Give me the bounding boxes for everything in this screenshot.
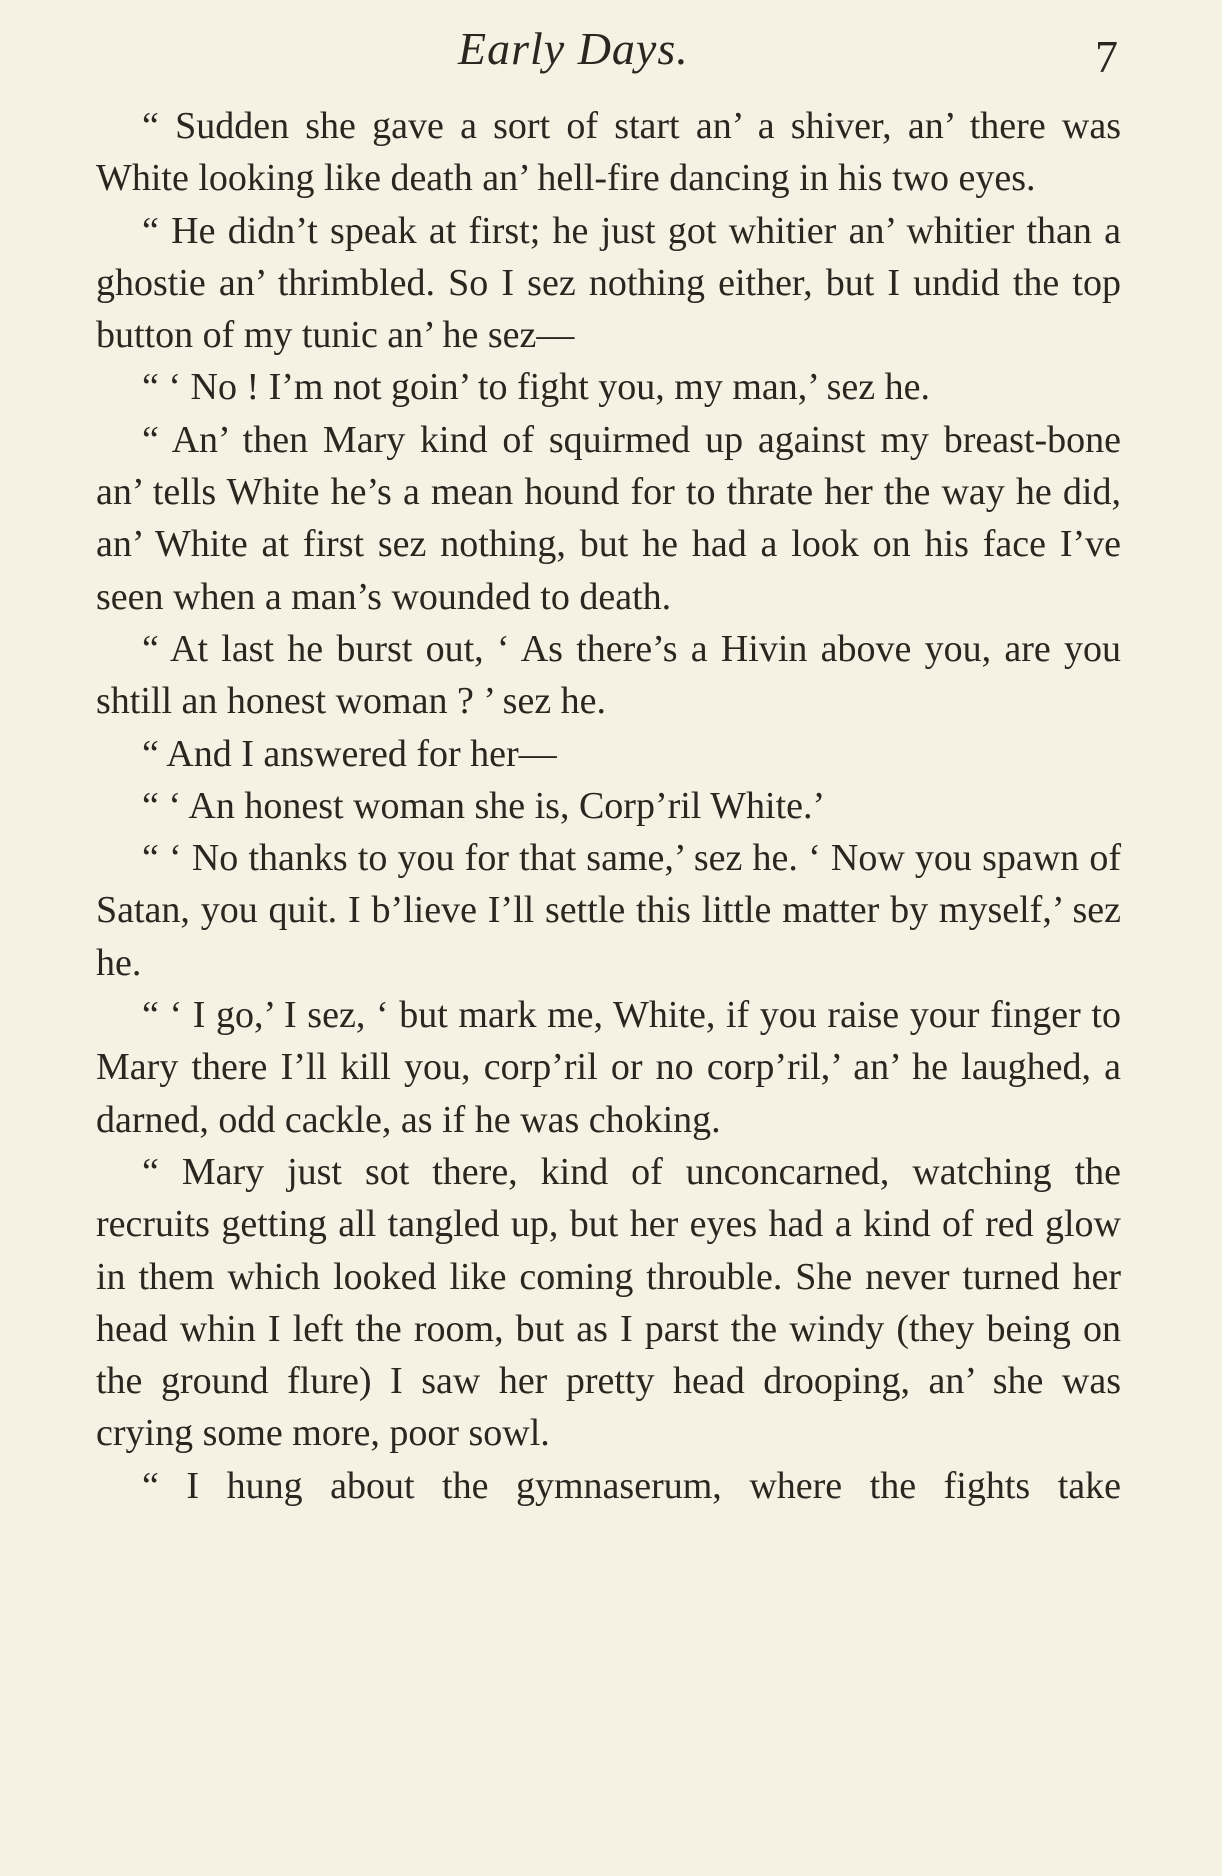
paragraph: “ At last he burst out, ‘ As there’s a Hivin above you, are you shtill an honest woman ? ’ sez he. [96, 627, 1121, 723]
paragraph-continued: “ I hung about the gymnaserum, where the fights take [142, 1464, 1121, 1507]
running-head [0, 22, 1222, 82]
page-number: 7 [1095, 31, 1118, 82]
paragraph: “ ‘ An honest woman she is, Corp’ril White.’ [142, 784, 826, 827]
paragraph: “ Sudden she gave a sort of start an’ a shiver, an’ there was White looking like death an’ hell-fire dancing in his two eyes. [96, 105, 1121, 200]
paragraph: “ He didn’t speak at first; he just got whitier an’ whitier than a ghostie an’ thrimbled. So I sez nothing either, but I undid the top button of my tunic an’ he sez— [96, 209, 1121, 357]
paragraph: “ ‘ No thanks to you for that same,’ sez he. ‘ Now you spawn of Satan, you quit. I b’lieve I’ll settle this little matter by myself,’ sez he. [96, 837, 1121, 984]
paragraph: “ Mary just sot there, kind of unconcarned, watching the recruits getting all tangled up, but her eyes had a kind of red glow in them which looked like coming throuble. She never turned her head whin I left the room, but as I parst the windy (they being on the ground flure) I saw her pretty head drooping, an’ she was crying some more, poor sowl. [96, 1150, 1121, 1455]
running-title: Early Days. [458, 23, 689, 74]
body-text [96, 100, 1121, 1512]
paragraph: “ ‘ I go,’ I sez, ‘ but mark me, White, if you raise your finger to Mary there I’ll kill you, corp’ril or no corp’ril,’ an’ he laughed, a darned, odd cackle, as if he was choking. [96, 994, 1121, 1141]
paragraph: “ And I answered for her— [142, 732, 557, 775]
paragraph: “ An’ then Mary kind of squirmed up against my breast-bone an’ tells White he’s a mean hound for to thrate her the way he did, an’ White at first sez nothing, but he had a look on his face I’ve seen when a man’s wounded to death. [96, 418, 1121, 618]
paragraph: “ ‘ No ! I’m not goin’ to fight you, my man,’ sez he. [142, 366, 930, 409]
